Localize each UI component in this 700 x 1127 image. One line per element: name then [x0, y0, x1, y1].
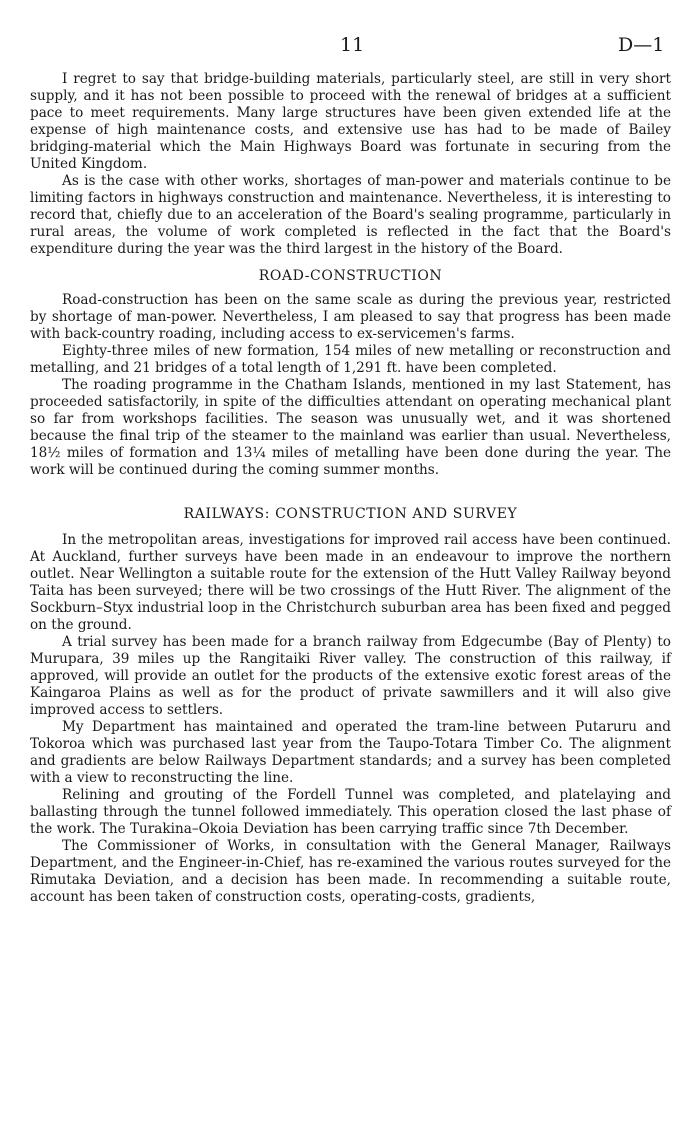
paragraph-metropolitan-areas: In the metropolitan areas, investigations for improved rail access have been continued. At Auckland, further surveys have been made in an endeavour to improve the northern outlet. Near Wellington a suitable route for the extension of the Hutt Valley Railway beyond Taita has been surveyed; there will be two crossings of the Hutt River. The alignment of the Sockburn–Styx industrial loop in the Christchurch suburban area has been fixed and pegged on the ground.: [30, 532, 671, 633]
page-header: [0, 34, 700, 60]
heading-railways-construction-survey: RAILWAYS: CONSTRUCTION AND SURVEY: [183, 506, 518, 522]
heading-road-construction: ROAD-CONSTRUCTION: [258, 268, 443, 284]
body-text: [30, 71, 671, 906]
paragraph-trial-survey: A trial survey has been made for a branch railway from Edgecumbe (Bay of Plenty) to Murupara, 39 miles up the Rangitaiki River valley. The construction of this railway, if approved, will provide an outlet for the products of the extensive exotic forest areas of the Kaingaroa Plains as well as for the product of private sawmillers and it will also give improved access to settlers.: [30, 634, 671, 718]
paragraph-tram-line: My Department has maintained and operated the tram-line between Putaruru and Tokoroa which was purchased last year from the Taupo-Totara Timber Co. The alignment and gradients are below Railways Department standards; and a survey has been completed with a view to reconstructing the line.: [30, 719, 671, 786]
paragraph-rimutaka-deviation: The Commissioner of Works, in consultation with the General Manager, Railways Department, and the Engineer-in-Chief, has re-examined the various routes surveyed for the Rimutaka Deviation, and a decision has been made. In recommending a suitable route, account has been taken of construction costs, operating-costs, gradients,: [30, 838, 671, 905]
paragraph-fordell-tunnel: Relining and grouting of the Fordell Tunnel was completed, and platelaying and ballasting through the tunnel followed immediately. This operation closed the last phase of the work. The Turakina–Okoia Deviation has been carrying traffic since 7th December.: [30, 787, 671, 837]
paragraph-road-construction-totals: Eighty-three miles of new formation, 154 miles of new metalling or reconstruction and metalling, and 21 bridges of a total length of 1,291 ft. have been completed.: [30, 343, 671, 376]
paragraph-highways-shortages: As is the case with other works, shortages of man-power and materials continue to be limiting factors in highways construction and maintenance. Nevertheless, it is interesting to record that, chiefly due to an acceleration of the Board's sealing programme, particularly in rural areas, the volume of work completed is reflected in the fact that the Board's expenditure during the year was the third largest in the history of the Board.: [30, 173, 671, 257]
paragraph-road-construction-scale: Road-construction has been on the same scale as during the previous year, restricted by shortage of man-power. Nevertheless, I am pleased to say that progress has been made with back-country roading, including access to ex-servicemen's farms.: [30, 292, 671, 342]
paragraph-chatham-islands: The roading programme in the Chatham Islands, mentioned in my last Statement, has proceeded satisfactorily, in spite of the difficulties attendant on operating mechanical plant so far from workshops facilities. The season was unusually wet, and it was shortened because the final trip of the steamer to the mainland was earlier than usual. Nevertheless, 18½ miles of formation and 13¼ miles of metalling have been done during the year. The work will be continued during the coming summer months.: [30, 377, 671, 478]
document-reference: D—1: [618, 34, 665, 56]
page-number: 11: [340, 34, 365, 56]
paragraph-bridge-materials: I regret to say that bridge-building materials, particularly steel, are still in very short supply, and it has not been possible to proceed with the renewal of bridges at a sufficient pace to meet requirements. Many large structures have been given extended life at the expense of high maintenance costs, and extensive use has had to be made of Bailey bridging-material which the Main Highways Board was fortunate in securing from the United Kingdom.: [30, 71, 671, 172]
